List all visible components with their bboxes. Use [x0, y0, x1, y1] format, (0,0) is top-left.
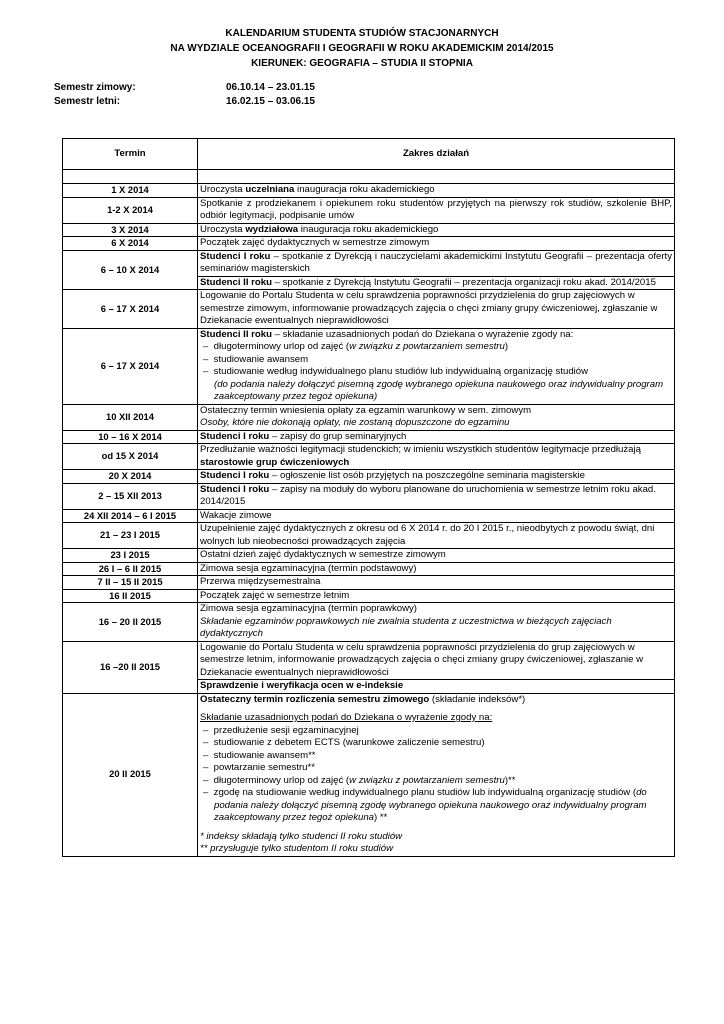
- scope-cell: [198, 250, 675, 290]
- column-header-scope: Zakres działań: [198, 139, 675, 170]
- table-row: [63, 430, 675, 444]
- scope-cell: Studenci II roku – składanie uzasadnionych podań do Dziekana o wyrażenie zgody na: – długoterminowy urlop od zajęć (w związku z powtarzaniem semestru) – studiowanie awansem – studiowanie według indywidualnego planu studiów lub indywidualną organizację studiów (do podania należy dołączyć pisemną zgodę wybranego opiekuna naukowego oraz indywidualny program zaakceptowany przez tegoż opiekuna): [198, 328, 675, 404]
- scope-cell: Ostatni dzień zajęć dydaktycznych w semestrze zimowym: [198, 549, 675, 563]
- term-cell: 21 – 23 I 2015: [63, 523, 198, 549]
- term-cell: 20 X 2014: [63, 470, 198, 484]
- text-fragment: (do podania należy dołączyć pisemną zgodę wybranego opiekuna naukowego oraz indywidualny program zaakceptowany przez tegoż opiekuna): [214, 378, 664, 402]
- summer-semester-dates: 16.02.15 – 03.06.15: [226, 96, 315, 107]
- scope-cell: [198, 430, 675, 444]
- scope-cell: Uzupełnienie zajęć dydaktycznych z okresu od 6 X 2014 r. do 20 I 2015 r., nieodbytych z powodu świąt, dni wolnych lub nieobecności prowadzących zajęcia: [198, 523, 675, 549]
- text-fragment: Uroczysta: [200, 184, 246, 195]
- text-fragment: Przedłużanie ważności legitymacji studenckich; w imieniu wszystkich studentów legitymacje przedłużają: [200, 444, 641, 455]
- term-cell: 6 X 2014: [63, 237, 198, 251]
- scope-cell: Przerwa międzysemestralna: [198, 576, 675, 590]
- table-row: [63, 603, 675, 642]
- text-fragment: Studenci II roku: [200, 276, 272, 288]
- table-row: [63, 184, 675, 198]
- table-row: [63, 549, 675, 563]
- scope-cell: [198, 603, 675, 642]
- term-cell: 3 X 2014: [63, 223, 198, 237]
- text-fragment: – spotkanie z Dyrekcją Instytutu Geografii – prezentacja organizacji roku akad. 2014/2015: [271, 276, 656, 288]
- term-cell: od 15 X 2014: [63, 444, 198, 470]
- text-fragment: Ostateczny termin rozliczenia semestru zimowego: [200, 693, 430, 705]
- scope-cell: Logowanie do Portalu Studenta w celu sprawdzenia poprawności przydzielenia do grup zajęciowych w semestrze zimowym, informowanie prowadzących zajęcia o chęci zmiany grupy ćwiczeniowej, zgłaszanie w Dziekanacie ewentualnych nieprawidłowości: [198, 290, 675, 329]
- text-fragment: wydziałowa: [245, 223, 299, 235]
- scope-cell: Początek zajęć dydaktycznych w semestrze zimowym: [198, 237, 675, 251]
- winter-semester-dates: 06.10.14 – 23.01.15: [226, 82, 315, 93]
- text-fragment: Studenci I roku: [200, 470, 270, 481]
- text-fragment: – spotkanie z Dyrekcją i nauczycielami akademickimi Instytutu Geografii – prezentacja oferty seminariów magisterskich: [200, 250, 672, 274]
- table-row: [63, 470, 675, 484]
- text-fragment: przedłużenie sesji egzaminacyjnej: [213, 724, 359, 736]
- table-row: [63, 444, 675, 470]
- table-row: [63, 250, 675, 290]
- table-row: [63, 589, 675, 603]
- table-row: [63, 483, 675, 509]
- calendar-table: [62, 138, 675, 857]
- scope-cell: [198, 483, 675, 509]
- text-fragment: – ogłoszenie list osób przyjętych na poszczególne seminaria magisterskie: [269, 470, 585, 481]
- table-header-row: [63, 139, 675, 170]
- scope-cell: [198, 223, 675, 237]
- scope-cell: Spotkanie z prodziekanem i opiekunem roku studentów przyjętych na pierwszy rok studiów, szkolenie BHP, odbiór legitymacji, podpisanie umów: [198, 197, 675, 223]
- text-fragment: długoterminowy urlop od zajęć (: [213, 774, 350, 786]
- table-row: [63, 223, 675, 237]
- text-fragment: – zapisy do grup seminaryjnych: [269, 430, 407, 442]
- term-cell: 23 I 2015: [63, 549, 198, 563]
- term-cell: 10 – 16 X 2014: [63, 430, 198, 444]
- text-fragment: (składanie indeksów*): [429, 693, 526, 705]
- text-fragment: do podania należy dołączyć pisemną zgodę wybranego opiekuna naukowego oraz indywidualny program zaakceptowany przez tegoż opiekuna: [214, 787, 647, 823]
- table-row: [63, 197, 675, 223]
- text-fragment: długoterminowy urlop od zajęć (: [213, 341, 350, 352]
- scope-cell: Ostateczny termin rozliczenia semestru zimowego (składanie indeksów*) Składanie uzasadnionych podań do Dziekana o wyrażenie zgody na: – przedłużenie sesji egzaminacyjnej – studiowanie z debetem ECTS (warunkowe zaliczenie semestru) – studiowanie awansem** – powtarzanie semestru** – długoterminowy urlop od zajęć (w związku z powtarzaniem semestru)** – zgodę na studiowanie według indywidualnego planu studiów lub indywidualną organizację studiów (do podania należy dołączyć pisemną zgodę wybranego opiekuna naukowego oraz indywidualny program zaakceptowany przez tegoż opiekuna) ** * indeksy składają tylko studenci II roku studiów ** przysługuje tylko studentom II roku studiów: [198, 693, 675, 856]
- scope-cell: [198, 444, 675, 470]
- table-row: [63, 328, 675, 404]
- text-fragment: inauguracja roku akademickiego: [294, 184, 435, 195]
- term-cell: 16 –20 II 2015: [63, 641, 198, 693]
- text-fragment: * indeksy składają tylko studenci II roku studiów: [200, 830, 403, 842]
- document-header: [0, 26, 724, 71]
- text-fragment: zgodę na studiowanie według indywidualnego planu studiów lub indywidualną organizację studiów (: [213, 787, 637, 798]
- term-cell: 1 X 2014: [63, 184, 198, 198]
- term-cell: 10 XII 2014: [63, 404, 198, 430]
- table-row: [63, 509, 675, 523]
- header-line-1: KALENDARIUM STUDENTA STUDIÓW STACJONARNYCH: [225, 28, 499, 39]
- text-fragment: studiowanie awansem: [213, 353, 309, 365]
- term-cell: 16 II 2015: [63, 589, 198, 603]
- text-fragment: powtarzanie semestru**: [213, 762, 315, 773]
- table-spacer-row: [63, 170, 675, 184]
- header-line-3: KIERUNEK: GEOGRAFIA – STUDIA II STOPNIA: [251, 58, 473, 69]
- table-row: [63, 641, 675, 693]
- term-cell: 2 – 15 XII 2013: [63, 483, 198, 509]
- text-fragment: inauguracja roku akademickiego: [298, 223, 439, 235]
- scope-cell: [198, 470, 675, 484]
- table-row: [63, 404, 675, 430]
- text-fragment: Studenci I roku: [200, 250, 271, 262]
- text-fragment: studiowanie awansem**: [213, 749, 316, 761]
- scope-cell: Wakacje zimowe: [198, 509, 675, 523]
- text-fragment: Zimowa sesja egzaminacyjna (termin poprawkowy): [200, 603, 418, 614]
- scope-cell: [198, 184, 675, 198]
- text-fragment: studiowanie z debetem ECTS (warunkowe zaliczenie semestru): [213, 737, 485, 748]
- text-fragment: Uroczysta: [200, 223, 246, 235]
- scope-cell: [198, 641, 675, 693]
- text-fragment: Osoby, które nie dokonają opłaty, nie zostaną dopuszczone do egzaminu: [200, 417, 510, 428]
- table-row: [63, 576, 675, 590]
- text-fragment: Studenci I roku: [200, 483, 270, 495]
- term-cell: 16 – 20 II 2015: [63, 603, 198, 642]
- winter-semester-label: Semestr zimowy:: [54, 82, 136, 93]
- scope-cell: [198, 404, 675, 430]
- text-fragment: uczelniana: [245, 184, 295, 195]
- term-cell: 26 I – 6 II 2015: [63, 562, 198, 576]
- term-cell: 6 – 17 X 2014: [63, 328, 198, 404]
- text-fragment: w związku z powtarzaniem semestru: [349, 774, 505, 786]
- scope-cell: Zimowa sesja egzaminacyjna (termin podstawowy): [198, 562, 675, 576]
- term-cell: 6 – 17 X 2014: [63, 290, 198, 329]
- table-row: [63, 237, 675, 251]
- text-fragment: starostowie grup ćwiczeniowych: [200, 456, 350, 468]
- text-fragment: ** przysługuje tylko studentom II roku studiów: [200, 843, 394, 854]
- table-row: [63, 693, 675, 856]
- term-cell: 6 – 10 X 2014: [63, 250, 198, 290]
- term-cell: 7 II – 15 II 2015: [63, 576, 198, 590]
- text-fragment: w związku z powtarzaniem semestru: [349, 341, 505, 352]
- term-cell: 1-2 X 2014: [63, 197, 198, 223]
- text-fragment: Studenci II roku: [200, 328, 272, 340]
- text-fragment: )**: [504, 774, 516, 786]
- table-row: [63, 523, 675, 549]
- text-fragment: Składanie egzaminów poprawkowych nie zwalnia studenta z uczestnictwa w bieżących zajęciach dydaktycznych: [200, 615, 612, 639]
- text-fragment: ) **: [374, 812, 388, 823]
- table-row: [63, 290, 675, 329]
- table-row: [63, 562, 675, 576]
- header-line-2: NA WYDZIALE OCEANOGRAFII I GEOGRAFII W ROKU AKADEMICKIM 2014/2015: [170, 43, 554, 54]
- text-fragment: – zapisy na moduły do wyboru planowane do uruchomienia w semestrze letnim roku akad. 2014/2015: [200, 483, 656, 507]
- scope-cell: Początek zajęć w semestrze letnim: [198, 589, 675, 603]
- text-fragment: Logowanie do Portalu Studenta w celu sprawdzenia poprawności przydzielenia do grup zajęciowych w semestrze letnim, informowanie prowadzących zajęcia o chęci zmiany grupy ćwiczeniowej, zgłaszanie w Dziekanacie ewentualnych nieprawidłowości: [200, 641, 644, 678]
- term-cell: 24 XII 2014 – 6 I 2015: [63, 509, 198, 523]
- text-fragment: Studenci I roku: [200, 430, 270, 442]
- text-fragment: Ostateczny termin wniesienia opłaty za egzamin warunkowy w sem. zimowym: [200, 404, 532, 416]
- text-fragment: ): [504, 341, 509, 352]
- summer-semester-label: Semestr letni:: [54, 96, 121, 107]
- text-fragment: studiowanie według indywidualnego planu studiów lub indywidualną organizację studiów: [213, 366, 589, 377]
- column-header-term: Termin: [63, 139, 198, 170]
- text-fragment: Sprawdzenie i weryfikacja ocen w e-indeksie: [198, 679, 674, 693]
- term-cell: 20 II 2015: [63, 693, 198, 856]
- text-fragment: – składanie uzasadnionych podań do Dziekana o wyrażenie zgody na:: [271, 328, 574, 340]
- text-fragment: Składanie uzasadnionych podań do Dziekana o wyrażenie zgody na:: [200, 712, 493, 723]
